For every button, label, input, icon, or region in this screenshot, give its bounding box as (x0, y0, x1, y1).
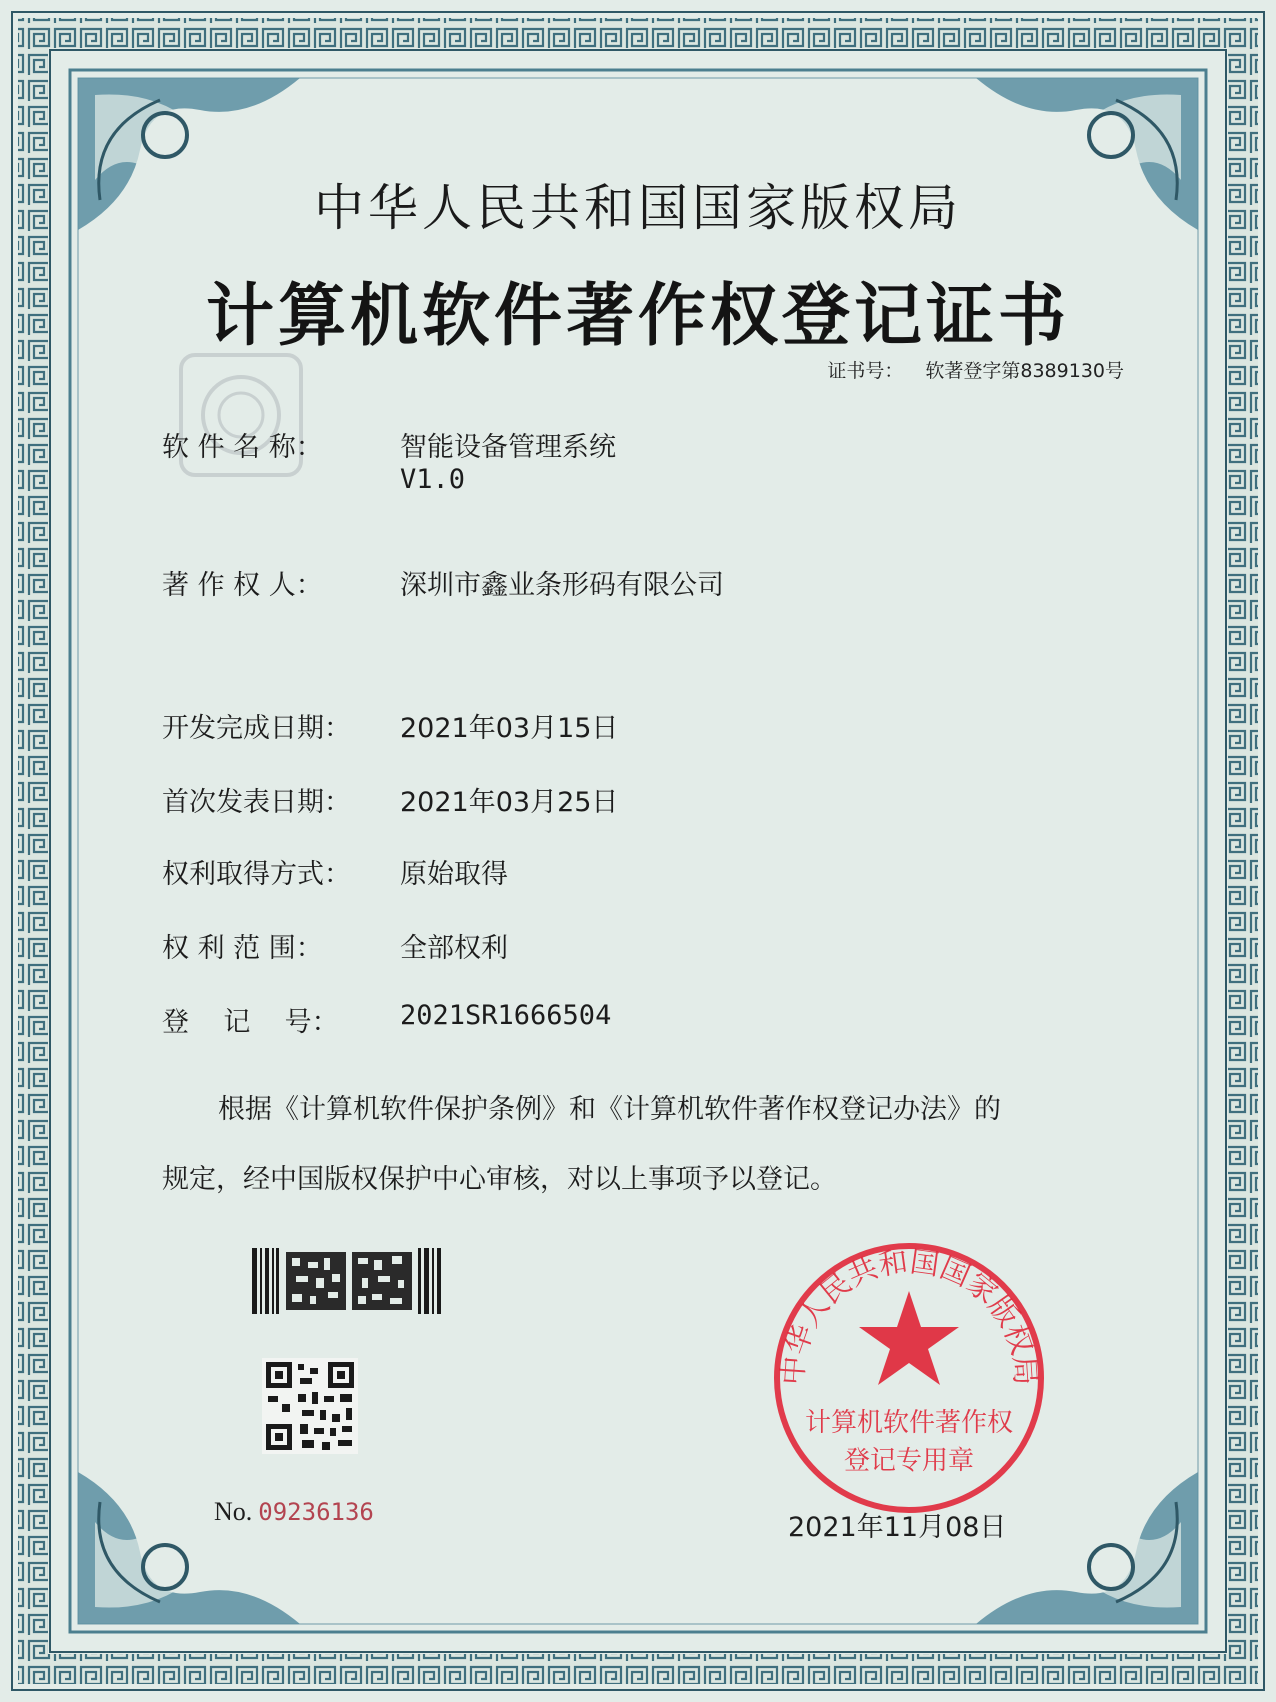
field-value (400, 425, 616, 495)
issue-date: 2021年11月08日 (788, 1512, 1007, 1543)
field-value: 全部权利 (400, 933, 508, 964)
statement-line1: 根据《计算机软件保护条例》和《计算机软件著作权登记办法》的 (218, 1094, 1001, 1125)
field-label: 著 作 权 人： (162, 570, 323, 601)
field-label: 权利取得方式： (162, 859, 351, 890)
statement-line2: 规定，经中国版权保护中心审核，对以上事项予以登记。 (162, 1164, 837, 1195)
field-value: 原始取得 (400, 859, 508, 890)
serial-number (214, 1497, 374, 1527)
field-value: 2021SR1666504 (400, 1000, 612, 1031)
seal-star-icon (859, 1291, 959, 1385)
field-value: 2021年03月15日 (400, 713, 619, 744)
field-label: 权 利 范 围： (162, 933, 323, 964)
barcode-icon (252, 1248, 442, 1314)
field-dev-complete-date (162, 706, 618, 745)
field-acquisition-method (162, 852, 508, 891)
field-value: 深圳市鑫业条形码有限公司 (400, 570, 724, 601)
seal-inner-line2: 登记专用章 (843, 1446, 975, 1476)
field-copyright-owner (162, 563, 724, 602)
serial-value: 09236136 (258, 1498, 374, 1526)
field-label: 登 记 号： (162, 1007, 339, 1038)
software-name-line1: 智能设备管理系统 (400, 432, 616, 463)
serial-prefix: No. (214, 1497, 253, 1526)
certificate-number (827, 356, 1124, 383)
field-label: 软 件 名 称： (162, 432, 323, 463)
software-version: V1.0 (400, 464, 466, 495)
seal-outer-text: 中华人民共和国国家版权局 (775, 1244, 1043, 1387)
field-software-name (162, 425, 616, 495)
certificate-number-value: 软著登字第8389130号 (925, 360, 1124, 382)
field-registration-no (162, 1000, 611, 1039)
field-rights-scope (162, 926, 508, 965)
official-seal (768, 1237, 1050, 1519)
seal-inner-line1: 计算机软件著作权 (804, 1408, 1014, 1438)
field-label: 开发完成日期： (162, 713, 351, 744)
certificate-title: 计算机软件著作权登记证书 (205, 277, 1070, 356)
issuer-name: 中华人民共和国国家版权局 (314, 179, 962, 237)
field-first-publish-date (162, 780, 618, 819)
field-value: 2021年03月25日 (400, 787, 619, 818)
field-label: 首次发表日期： (162, 787, 351, 818)
qr-code-icon (262, 1358, 358, 1454)
legal-statement (162, 1075, 1142, 1215)
certificate-number-label: 证书号： (827, 360, 904, 382)
